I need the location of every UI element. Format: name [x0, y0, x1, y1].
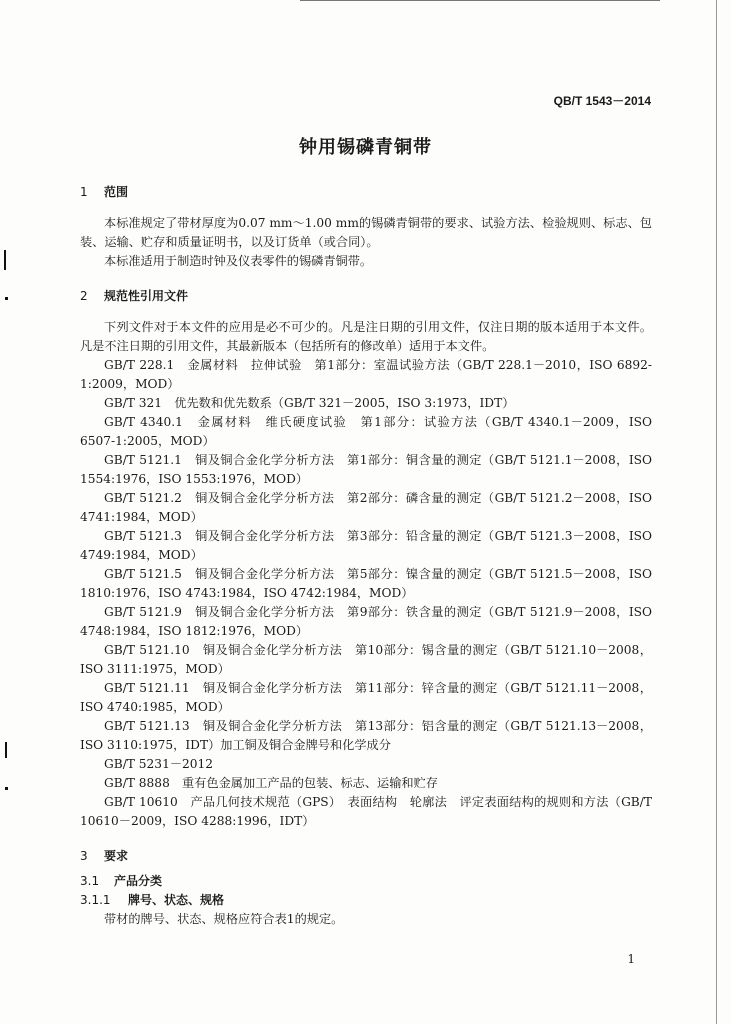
reference-item: GB/T 5121.2 铜及铜合金化学分析方法 第2部分：磷含量的测定（GB/T 5121.2－2008，ISO 4741:1984，MOD） — [80, 491, 652, 524]
reference-item: GB/T 5121.10 铜及铜合金化学分析方法 第10部分：锡含量的测定（GB/T 5121.10－2008，ISO 3111:1975，MOD） — [80, 643, 652, 676]
section-title: 要求 — [104, 849, 129, 863]
requirements-paragraph: 带材的牌号、状态、规格应符合表1的规定。 — [104, 912, 344, 926]
section-heading-requirements — [80, 847, 652, 866]
reference-item: GB/T 5121.5 铜及铜合金化学分析方法 第5部分：镍含量的测定（GB/T 5121.5－2008，ISO 1810:1976，ISO 4743:1984，ISO 4742:1984，MOD） — [80, 567, 652, 600]
section-title: 规范性引用文件 — [104, 289, 189, 303]
scan-mark — [5, 742, 7, 758]
reference-item: GB/T 5231－2012 — [104, 757, 214, 771]
reference-item: GB/T 5121.1 铜及铜合金化学分析方法 第1部分：铜含量的测定（GB/T 5121.1－2008，ISO 1554:1976，ISO 1553:1976，MOD） — [80, 453, 652, 486]
section-heading-scope — [80, 183, 652, 202]
references-intro: 下列文件对于本文件的应用是必不可少的。凡是注日期的引用文件，仅注日期的版本适用于本文件。凡是不注日期的引用文件，其最新版本（包括所有的修改单）适用于本文件。 — [80, 320, 652, 353]
section-number: 1 — [80, 185, 88, 199]
reference-item: GB/T 321 优先数和优先数系（GB/T 321－2005，ISO 3:1973，IDT） — [104, 396, 515, 410]
section-heading-references — [80, 287, 652, 306]
subsection-title: 产品分类 — [114, 874, 163, 888]
reference-item: GB/T 228.1 金属材料 拉伸试验 第1部分：室温试验方法（GB/T 228.1－2010，ISO 6892-1:2009，MOD） — [80, 358, 652, 391]
reference-item: GB/T 5121.13 铜及铜合金化学分析方法 第13部分：铝含量的测定（GB/T 5121.13－2008，ISO 3110:1975，IDT）加工铜及铜合金牌号和化学成分 — [80, 719, 652, 752]
scan-mark — [5, 787, 8, 790]
subsection-heading — [80, 872, 652, 891]
reference-item: GB/T 8888 重有色金属加工产品的包装、标志、运输和贮存 — [104, 776, 438, 790]
section-title: 范围 — [104, 185, 129, 199]
document-title: 钟用锡磷青铜带 — [299, 137, 432, 158]
page-number: 1 — [627, 952, 635, 966]
scan-mark — [4, 250, 6, 270]
subsubsection-heading — [80, 891, 652, 910]
document-body — [80, 183, 652, 929]
reference-item: GB/T 10610 产品几何技术规范（GPS） 表面结构 轮廓法 评定表面结构的规则和方法（GB/T 10610－2009，ISO 4288:1996，IDT） — [80, 795, 652, 828]
standard-code: QB/T 1543－2014 — [553, 94, 651, 108]
scope-paragraph: 本标准适用于制造时钟及仪表零件的锡磷青铜带。 — [104, 254, 373, 268]
scan-mark — [5, 297, 8, 300]
scope-paragraph: 本标准规定了带材厚度为0.07 mm～1.00 mm的锡磷青铜带的要求、试验方法、检验规则、标志、包装、运输、贮存和质量证明书，以及订货单（或合同）。 — [80, 216, 652, 249]
subsubsection-number: 3.1.1 — [80, 893, 111, 907]
reference-item: GB/T 5121.3 铜及铜合金化学分析方法 第3部分：铅含量的测定（GB/T 5121.3－2008，ISO 4749:1984，MOD） — [80, 529, 652, 562]
reference-item: GB/T 4340.1 金属材料 维氏硬度试验 第1部分：试验方法（GB/T 4340.1－2009，ISO 6507-1:2005，MOD） — [80, 415, 652, 448]
section-number: 3 — [80, 849, 88, 863]
reference-item: GB/T 5121.11 铜及铜合金化学分析方法 第11部分：锌含量的测定（GB/T 5121.11－2008，ISO 4740:1985，MOD） — [80, 681, 652, 714]
section-number: 2 — [80, 289, 88, 303]
subsubsection-title: 牌号、状态、规格 — [128, 893, 225, 907]
reference-item: GB/T 5121.9 铜及铜合金化学分析方法 第9部分：铁含量的测定（GB/T 5121.9－2008，ISO 4748:1984，ISO 1812:1976，MOD） — [80, 605, 652, 638]
header-rule — [300, 0, 660, 1]
subsection-number: 3.1 — [80, 874, 100, 888]
